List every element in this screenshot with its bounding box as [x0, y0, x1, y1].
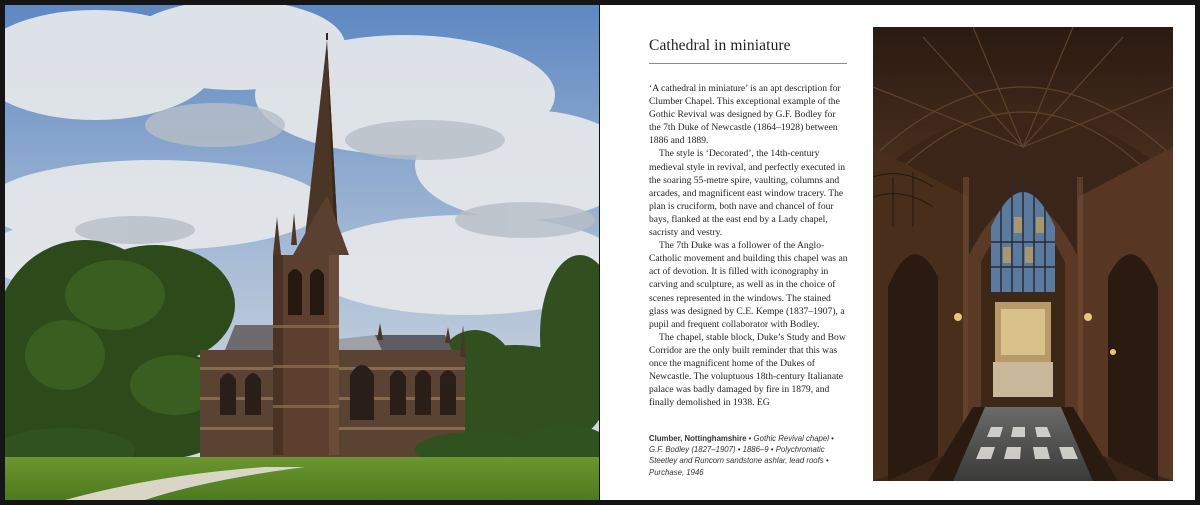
paragraph-4: The chapel, stable block, Duke’s Study and Bow Corridor are the only built reminder that this was once the magnificent home of the Dukes of Newcastle. The voluptuous 18th-century Italianate palace was badly damaged by fire in 1879, and finally demolished in 1938. EG — [649, 331, 846, 409]
article-body — [649, 82, 849, 409]
article-heading: Cathedral in miniature — [649, 37, 791, 54]
paragraph-1: ‘A cathedral in miniature’ is an apt description for Clumber Chapel. This exceptional example of the Gothic Revival was designed by G.F. Bodley for the 7th Duke of Newcastle (1864–1928) between 1886 and 1889. — [649, 83, 841, 147]
chapel-exterior-photo — [5, 5, 599, 500]
caption-separator: • — [746, 434, 754, 443]
caption-details: Gothic Revival chapel • G.F. Bodley (1827–1907) • 1886–9 • Polychromatic Steetley and Runcorn sandstone ashlar, lead roofs • Purchase, 1946 — [649, 434, 834, 477]
paragraph-3: The 7th Duke was a follower of the Anglo-Catholic movement and building this chapel was an act of devotion. It is filled with iconography in carving and sculpture, as well as in the choice of scenes represented in the windows. The stained glass was designed by C.E. Kempe (1837–1907), a pupil and frequent collaborator with Bodley. — [649, 240, 848, 330]
photo-caption — [649, 433, 849, 478]
heading-divider — [649, 63, 847, 64]
chapel-interior-illustration — [873, 27, 1173, 481]
paragraph-2: The style is ‘Decorated’, the 14th-century medieval style in revival, and perfectly executed in the soaring 55-metre spire, vaulting, columns and arcades, and magnificent east window tracery. The plan is cruciform, both nave and chancel of four bays, flanked at the east end by a Lady chapel, sacristy and vestry. — [649, 148, 846, 239]
caption-place: Clumber, Nottinghamshire — [649, 434, 747, 443]
chapel-exterior-illustration — [5, 5, 599, 500]
text-page — [600, 5, 1195, 500]
chapel-interior-photo — [873, 27, 1173, 481]
